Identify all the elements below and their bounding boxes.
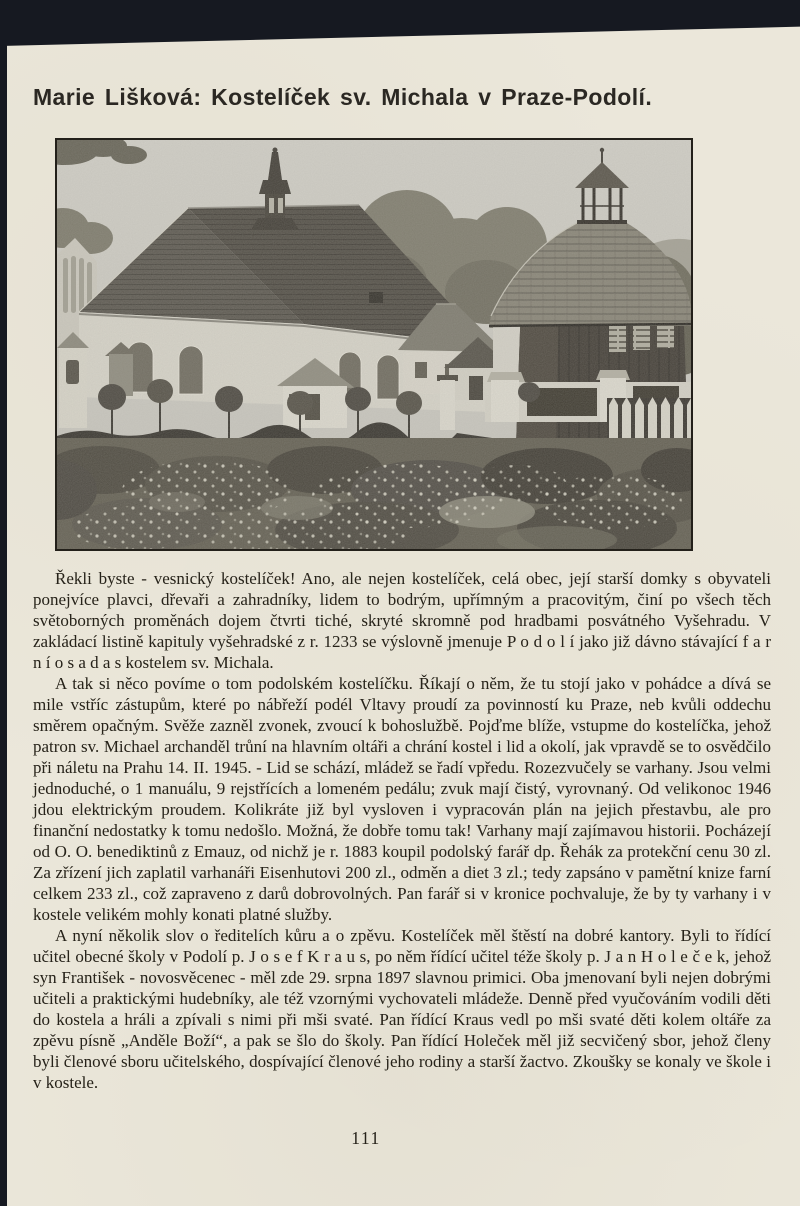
page-number: 111 [351, 1128, 381, 1148]
article-title: Marie Lišková: Kostelíček sv. Michala v Praze-Podolí. [33, 84, 653, 110]
article-body [33, 568, 771, 1093]
church-photograph [55, 138, 693, 551]
paragraph-2: A tak si něco povíme o tom podolském kostelíčku. Říkají o něm, že tu stojí jako v pohádce a dívá se mile vstříc zástupům, které po nábřeží podél Vltavy proudí za povinností ku Praze, neb kvůli oddechu směrem opačným. Svěže zazněl zvonek, zvoucí k bohoslužbě. Pojďme blíže, vstupme do kostelíčka, jehož patron sv. Michael archanděl trůní na hlavním oltáři a chrání kostel i lid a okolí, jak vpravdě se to osvědčilo při náletu na Prahu 14. II. 1945. - Lid se schází, mládež se řadí vpředu. Rozezvučely se varhany. Jsou velmi jednoduché, o 1 manuálu, 9 rejstřících a lomeném pedálu; zvuk mají čistý, vyrovnaný. Od velikonoc 1946 jdou elektrickým proudem. Kolikráte již byl vysloven i vypracován plán na jejich přestavbu, ale pro finanční nedostatky k tomu nedošlo. Možná, že dobře tomu tak! Varhany mají zajímavou historii. Pocházejí od O. O. benediktinů z Emauz, od nichž je r. 1883 koupil podolský farář dp. Řehák za protekční cenu 30 zl. Za zřízení jich zaplatil varhanáři Eisenhutovi 200 zl., odměn a diet 3 zl.; tedy zapsáno v pamětní knize farní celkem 233 zl., což zapraveno z darů dobrovolných. Pan farář si v kronice pochvaluje, že by ty varhany i v kostele velikém mohly konati platné služby. [33, 674, 771, 924]
paragraph-3: A nyní několik slov o ředitelích kůru a o zpěvu. Kostelíček měl štěstí na dobré kantory. Byli to řídící učitel obecné školy v Podolí p. J o s e f K r a u s, po něm řídící učitel téže školy p. J a n H o l e č e k, jehož syn František - novosvěcenec - měl zde 29. srpna 1897 slavnou primici. Oba jmenovaní byli nejen dobrými učiteli a praktickými hudebníky, ale též vzornými vychovateli mládeže. Denně před vyučováním vodili děti do kostela a hráli a zpívali s nimi při mši svaté. Pan řídící Kraus vedl po mši svaté děti kolem oltáře za zpěvu písně „Anděle Boží“, a pak se šlo do školy. Pan řídící Holeček měl již secvičený sbor, jehož členy byli členové sboru učitelského, dospívající členové jeho rodiny a starší žactvo. Zkoušky se konaly ve škole i v kostele. [33, 926, 771, 1092]
scan-edge-top [0, 0, 800, 46]
church-photo-illustration [57, 140, 691, 549]
paragraph-1: Řekli byste - vesnický kostelíček! Ano, ale nejen kostelíček, celá obec, její starší domky s obyvateli ponejvíce plavci, dřevaři a zahradníky, lidem to bodrým, upřímným a pracovitým, činí po všech těch světoborných proměnách dojem čtvrti tiché, skryté skromně pod hradbami posvátného Vyšehradu. V zakládací listině kapituly vyšehradské z r. 1233 se výslovně jmenuje P o d o l í jako již dávno stávající f a r n í o s a d a s kostelem sv. Michala. [33, 569, 771, 672]
scan-edge-left [0, 0, 7, 1206]
photo-grain-overlay [57, 140, 691, 549]
